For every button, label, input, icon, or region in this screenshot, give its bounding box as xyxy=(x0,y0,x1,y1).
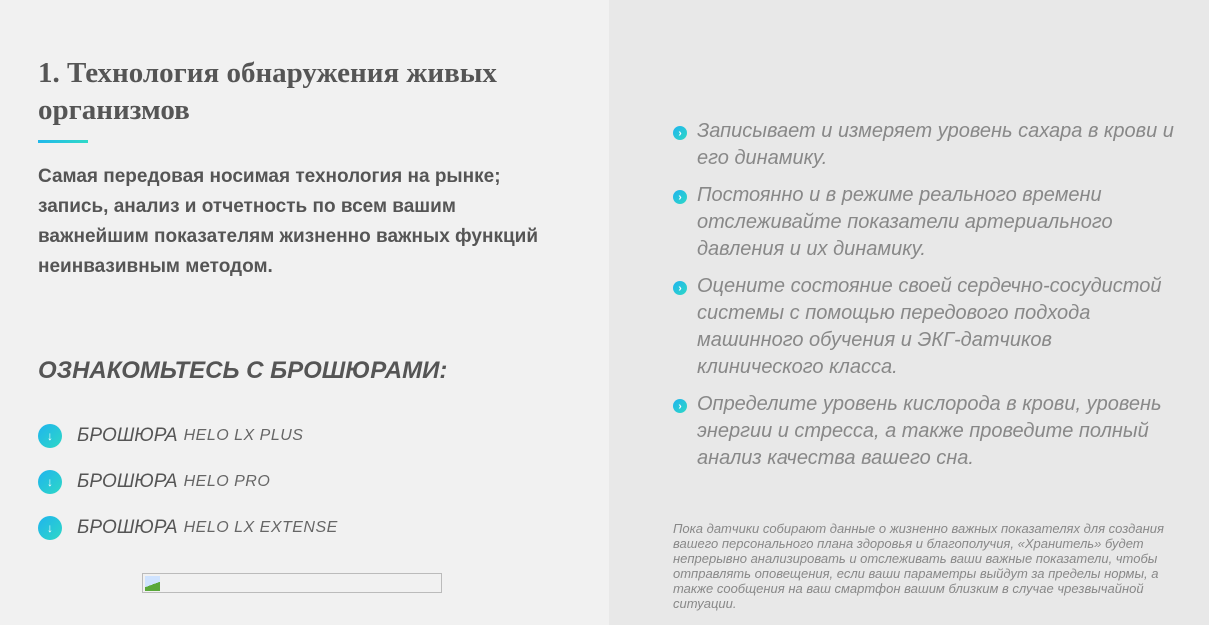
accent-divider xyxy=(38,140,88,143)
brochure-link-lx-extense[interactable] xyxy=(38,516,338,540)
footnote: Пока датчики собирают данные о жизненно важных показателях для создания вашего персонального плана здоровья и благополучия, «Хранитель» будет непрерывно анализировать и отслеживать ваши важные показатели, чтобы отправлять оповещения, если ваши параметры выйдут за пределы нормы, а также сообщения на ваш смартфон вашим близким в случае чрезвычайной ситуации. xyxy=(673,521,1164,611)
feature-item xyxy=(673,273,1178,381)
chevron-icon: › xyxy=(673,126,687,140)
chevron-icon: › xyxy=(673,281,687,295)
brochure-label: БРОШЮРА xyxy=(77,471,178,492)
brochure-label: БРОШЮРА xyxy=(77,517,178,538)
feature-text: Постоянно и в режиме реального времени отслеживайте показатели артериального давления и их динамику. xyxy=(697,184,1113,260)
download-icon: ↓ xyxy=(38,424,62,448)
download-icon: ↓ xyxy=(38,470,62,494)
brochure-link-pro[interactable] xyxy=(38,470,270,494)
brochure-model: HELO LX PLUS xyxy=(183,427,304,444)
brochure-model: HELO LX EXTENSE xyxy=(183,519,338,536)
section-title: 1. Технология обнаружения живых организмов xyxy=(38,57,497,126)
feature-text: Оцените состояние своей сердечно-сосудистой системы с помощью передового подхода машинного обучения и ЭКГ-датчиков клинического класса. xyxy=(697,275,1162,378)
brochure-label: БРОШЮРА xyxy=(77,425,178,446)
broken-image-icon xyxy=(145,576,160,591)
feature-item xyxy=(673,118,1178,172)
feature-item xyxy=(673,391,1178,472)
brochures-heading: ОЗНАКОМЬТЕСЬ С БРОШЮРАМИ: xyxy=(38,357,448,384)
feature-text: Определите уровень кислорода в крови, уровень энергии и стресса, а также проведите полный анализ качества вашего сна. xyxy=(697,393,1162,469)
feature-item xyxy=(673,182,1178,263)
brochure-model: HELO PRO xyxy=(183,473,271,490)
broken-image xyxy=(142,573,442,593)
feature-text: Записывает и измеряет уровень сахара в крови и его динамику. xyxy=(697,120,1174,169)
lead-text: Самая передовая носимая технология на рынке; запись, анализ и отчетность по всем вашим важнейшим показателям жизненно важных функций неинвазивным методом. xyxy=(38,166,539,277)
chevron-icon: › xyxy=(673,399,687,413)
download-icon: ↓ xyxy=(38,516,62,540)
brochure-link-lx-plus[interactable] xyxy=(38,424,303,448)
chevron-icon: › xyxy=(673,190,687,204)
feature-list xyxy=(673,118,1178,482)
